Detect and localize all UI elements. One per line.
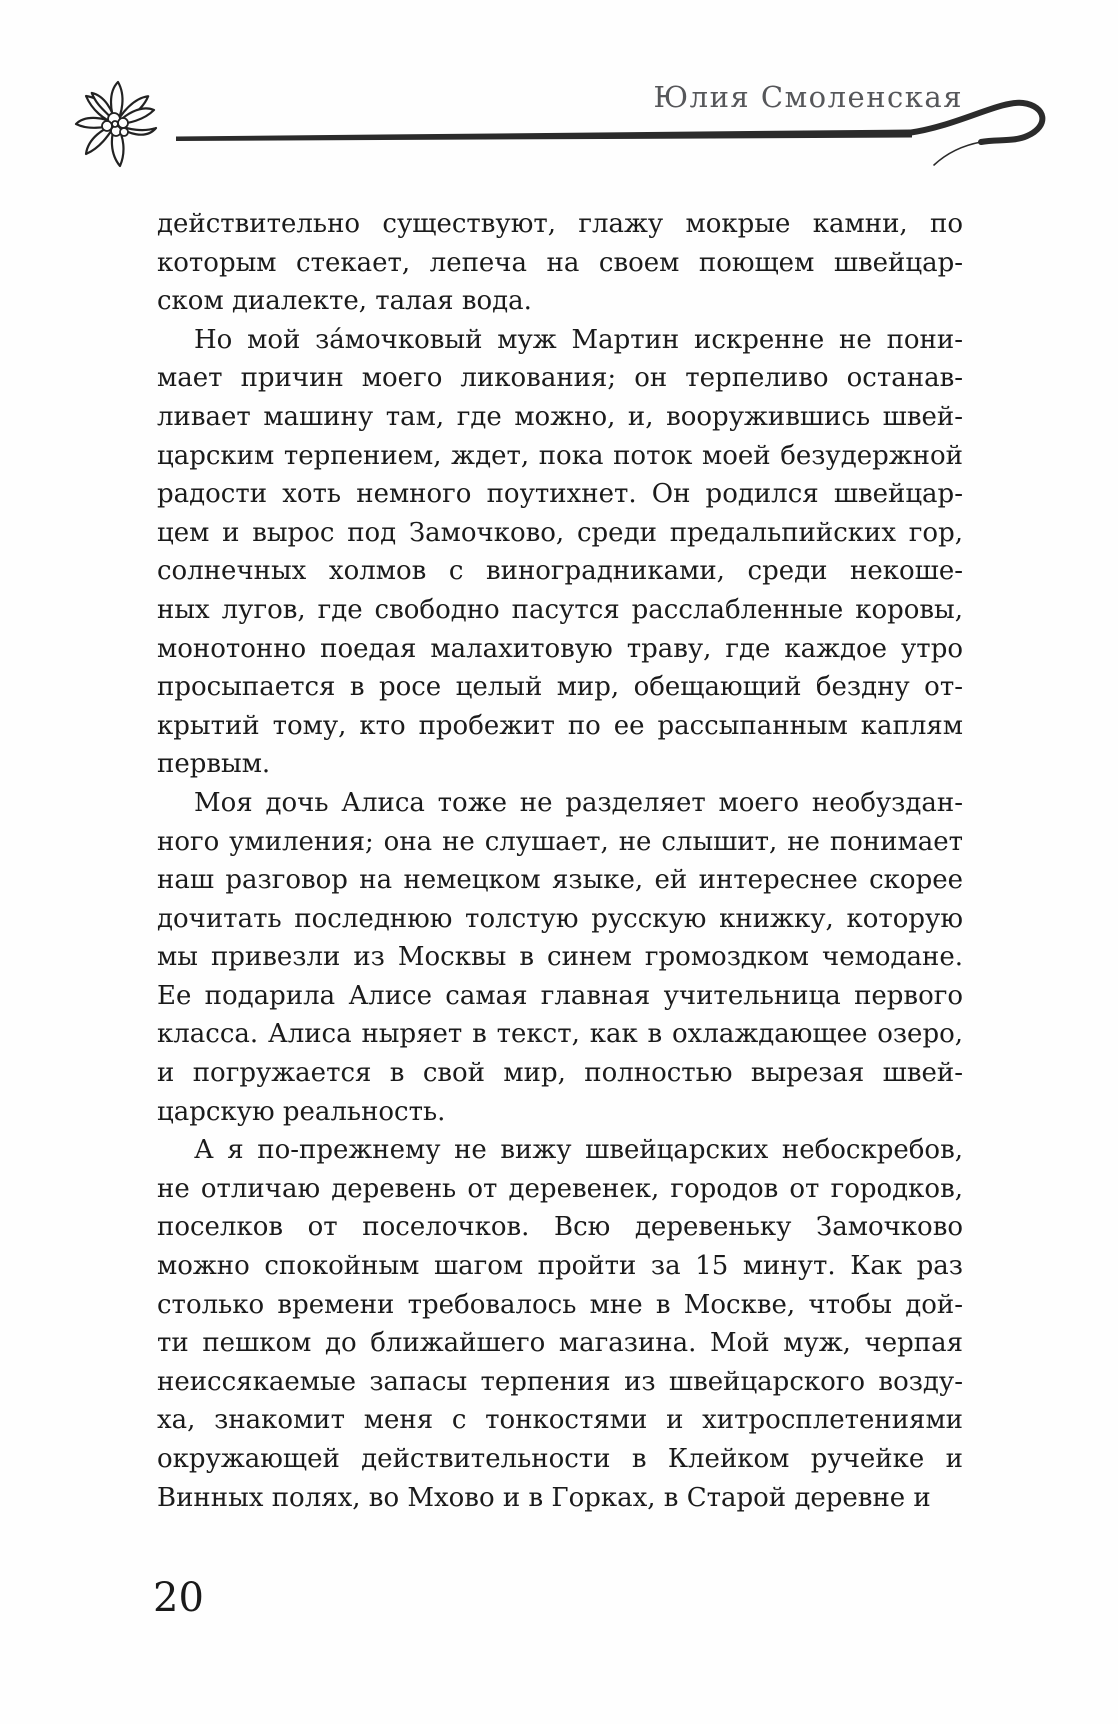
- text-line: царским терпением, ждет, пока поток моей безудержной: [157, 440, 963, 471]
- text-line: ха, знакомит меня с тонкостями и хитросплетениями: [157, 1405, 963, 1436]
- text-line: Моя дочь Алиса тоже не разделяет моего необуздан-: [194, 787, 963, 818]
- body-text: [157, 205, 963, 1517]
- text-line: и погружается в свой мир, полностью вырезая швей-: [157, 1058, 963, 1089]
- text-line: столько времени требовалось мне в Москве, чтобы дой-: [157, 1289, 963, 1320]
- edelweiss-flower-icon: [66, 74, 166, 174]
- text-line: ных лугов, где свободно пасутся расслабленные коровы,: [157, 594, 963, 625]
- text-line: класса. Алиса ныряет в текст, как в охлаждающее озеро,: [157, 1019, 963, 1050]
- text-line: А я по-прежнему не вижу швейцарских небоскребов,: [194, 1135, 963, 1166]
- text-line: дочитать последнюю толстую русскую книжку, которую: [157, 903, 963, 934]
- text-line: мает причин моего ликования; он терпеливо останав-: [157, 363, 963, 394]
- paragraph: [157, 205, 963, 321]
- text-line: царскую реальность.: [157, 1096, 446, 1127]
- text-line: Винных полях, во Мхово и в Горках, в Старой деревне и: [157, 1482, 931, 1513]
- text-line: солнечных холмов с виноградниками, среди некоше-: [157, 556, 963, 587]
- text-line: радости хоть немного поутихнет. Он родился швейцар-: [157, 479, 963, 510]
- text-line: поселков от поселочков. Всю деревеньку Замочково: [157, 1212, 963, 1243]
- text-line: ливает машину там, где можно, и, вооружившись швей-: [157, 401, 963, 432]
- paragraph: [157, 321, 963, 784]
- text-line: ти пешком до ближайшего магазина. Мой муж, черпая: [157, 1328, 963, 1359]
- text-line: неиссякаемые запасы терпения из швейцарского возду-: [157, 1366, 963, 1397]
- text-line: первым.: [157, 749, 271, 780]
- text-line: ного умиления; она не слушает, не слышит, не понимает: [157, 826, 963, 857]
- paragraph: [157, 784, 963, 1131]
- text-line: крытий тому, кто пробежит по ее рассыпанным каплям: [157, 710, 963, 741]
- text-line: ском диалекте, талая вода.: [157, 286, 532, 317]
- text-line: Ее подарила Алисе самая главная учительница первого: [157, 980, 963, 1011]
- text-line: цем и вырос под Замочково, среди предальпийских гор,: [157, 517, 963, 548]
- header-rule-flourish-icon: [170, 92, 1060, 176]
- text-line: Но мой за́мочковый муж Мартин искренне не пони-: [194, 324, 963, 355]
- running-head-author: Юлия Смоленская: [653, 80, 963, 114]
- text-line: не отличаю деревень от деревенек, городов от городков,: [157, 1173, 963, 1204]
- text-line: можно спокойным шагом пройти за 15 минут. Как раз: [157, 1251, 963, 1282]
- text-line: действительно существуют, глажу мокрые камни, по: [157, 209, 963, 239]
- page-number: 20: [153, 1575, 204, 1621]
- text-line: монотонно поедая малахитовую траву, где каждое утро: [157, 633, 963, 664]
- text-line: наш разговор на немецком языке, ей интереснее скорее: [157, 865, 963, 896]
- text-line: которым стекает, лепеча на своем поющем швейцар-: [157, 247, 963, 278]
- paragraph: [157, 1131, 963, 1517]
- text-line: мы привезли из Москвы в синем громоздком чемодане.: [157, 942, 963, 973]
- text-line: окружающей действительности в Клейком ручейке и: [157, 1444, 963, 1474]
- text-line: просыпается в росе целый мир, обещающий бездну от-: [157, 672, 963, 703]
